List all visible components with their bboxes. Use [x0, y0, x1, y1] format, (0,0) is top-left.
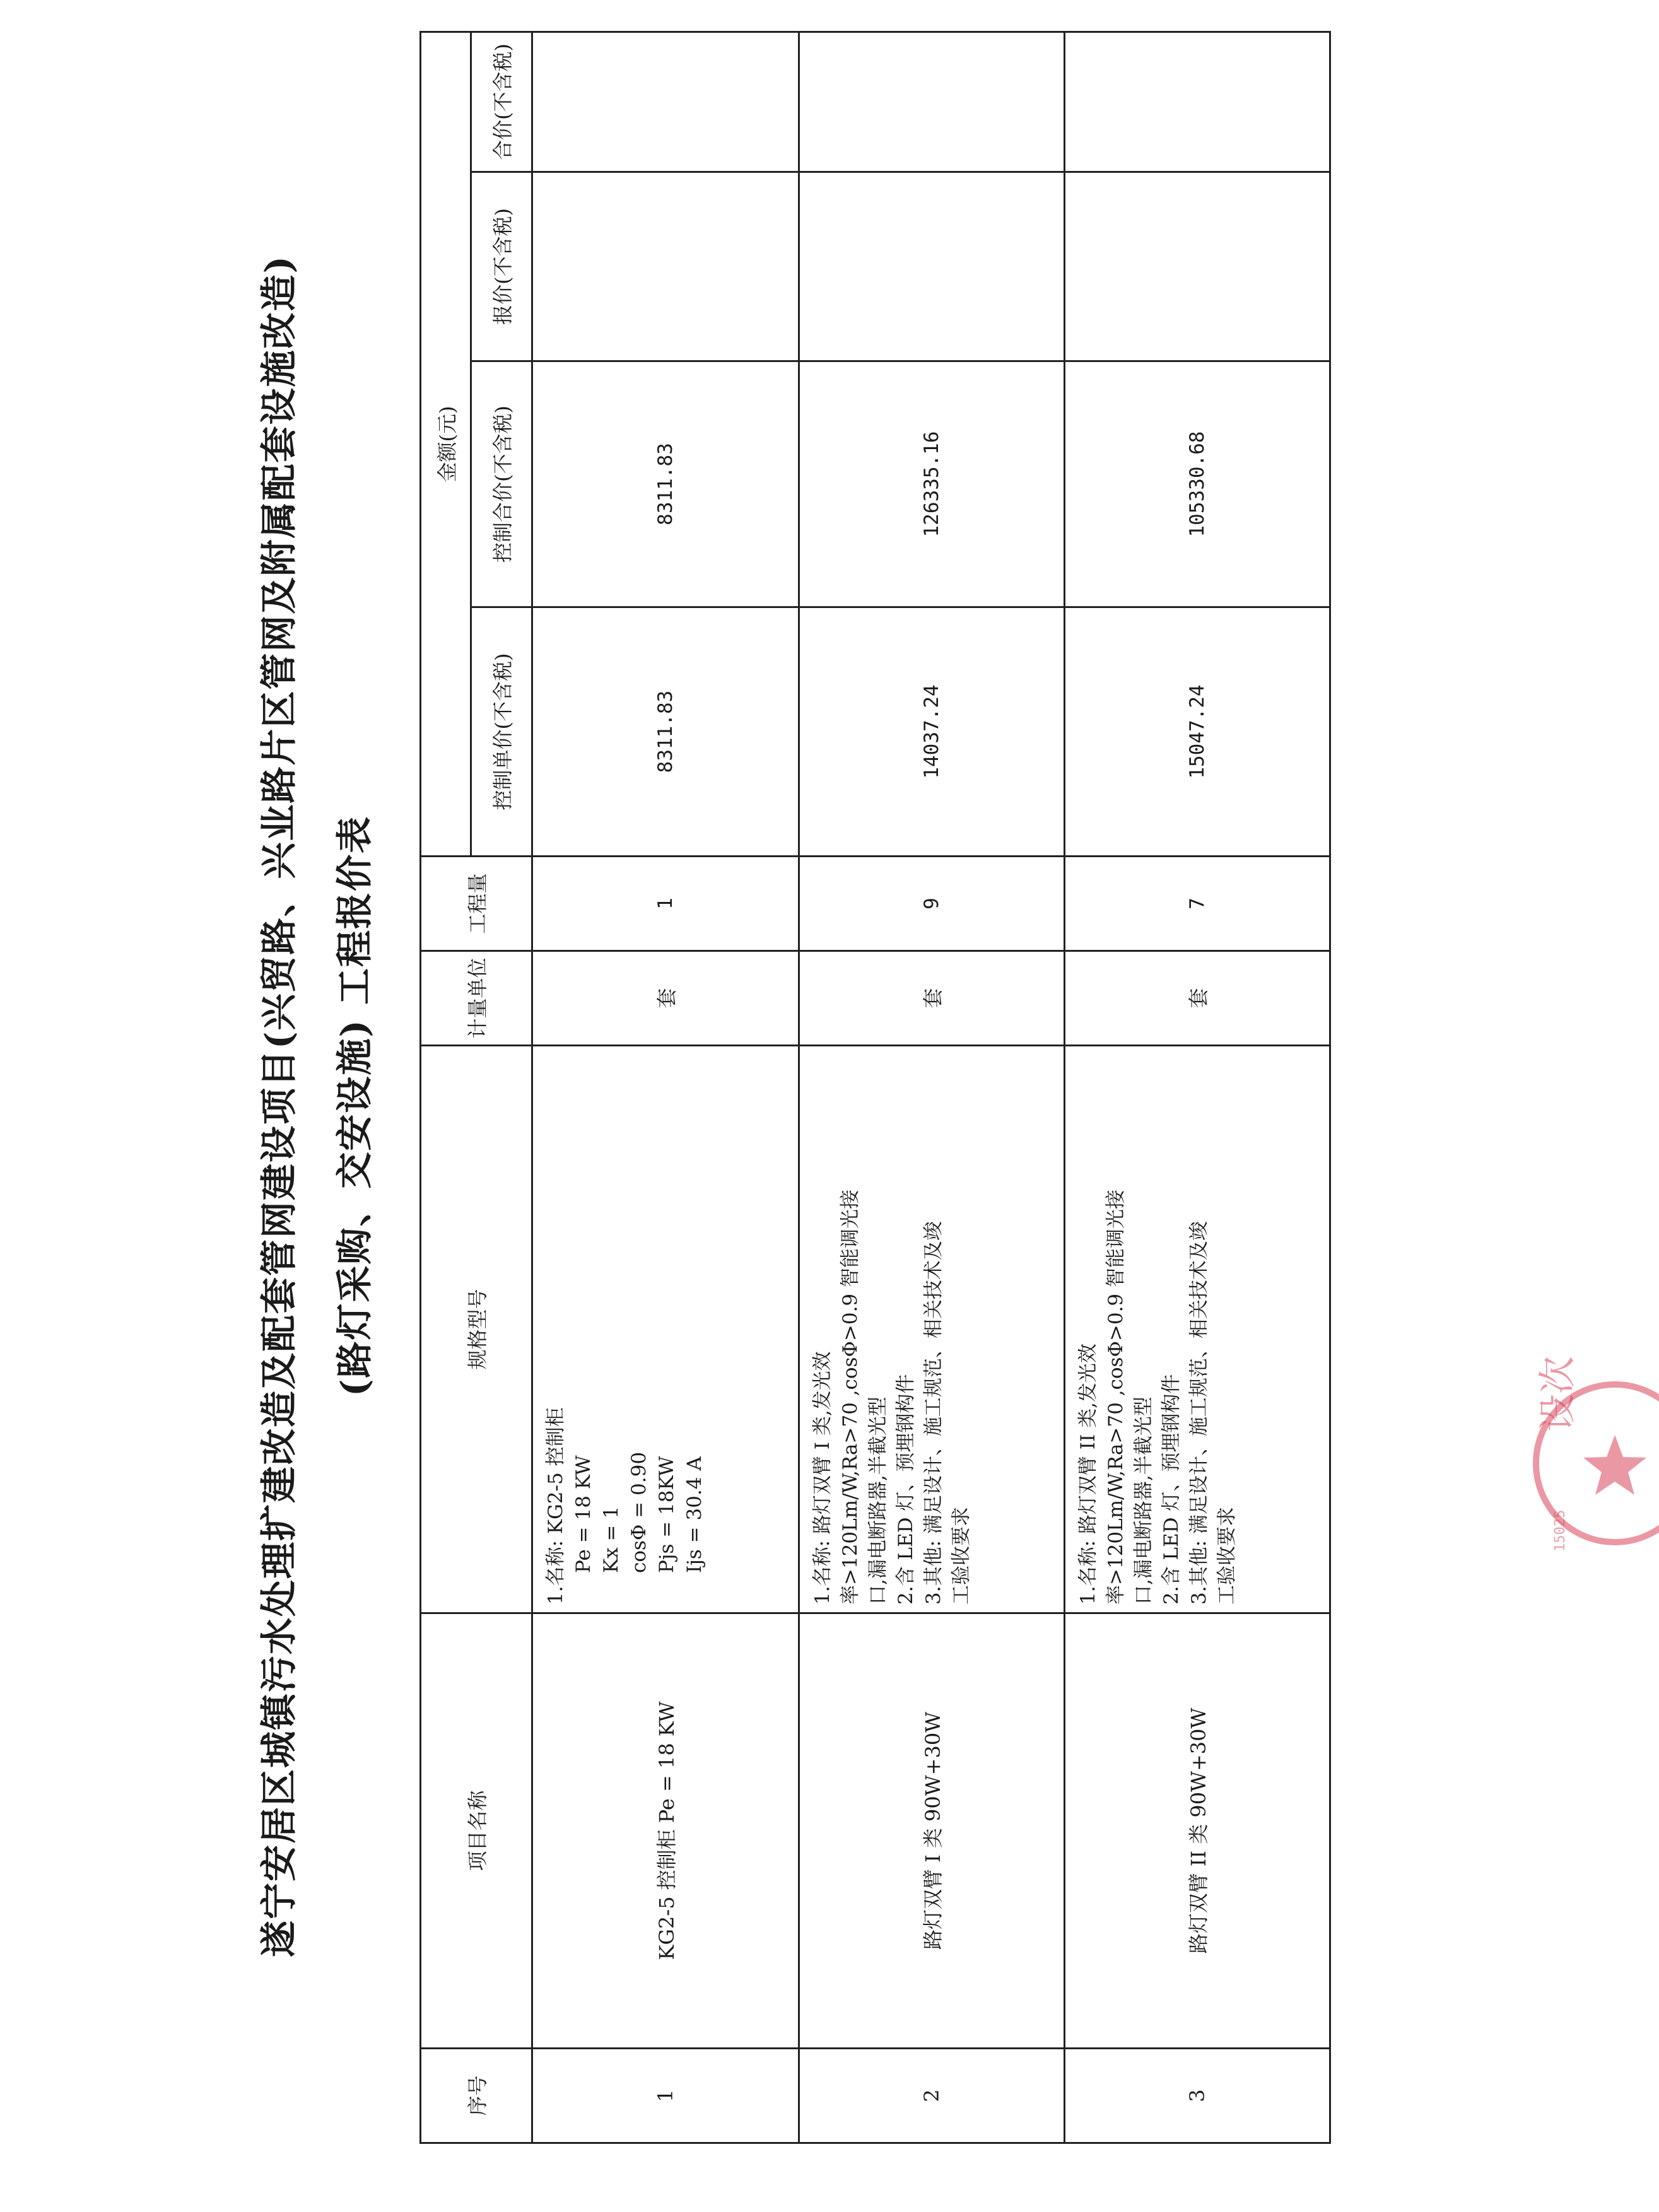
row-unit: 套 — [1064, 951, 1330, 1046]
row-item-name: 路灯双臂 I 类 90W+30W — [799, 1613, 1064, 2049]
seal-star — [1583, 1435, 1646, 1495]
spec-line: 2.含 LED 灯、预埋钢构件 — [894, 1374, 918, 1605]
row-ctrl-total: 8311.83 — [532, 361, 799, 607]
header-total-price: 合价(不含税) — [471, 32, 532, 172]
spec-line: 工验收要求 — [950, 1507, 973, 1605]
row-ctrl-unit-price: 8311.83 — [532, 607, 799, 857]
row-total-price — [532, 32, 799, 172]
star-seal-icon — [1470, 1356, 1659, 1564]
spec-line: 3.其他: 满足设计、施工规范、相关技术及竣 — [1187, 1221, 1211, 1605]
row-seq: 1 — [532, 2049, 799, 2143]
table-row — [532, 32, 799, 2143]
spec-line: Ijs = 30.4 A — [683, 1456, 706, 1573]
spec-line: 口,漏电断路器,半截光型 — [867, 1396, 890, 1605]
row-spec — [1064, 1046, 1330, 1613]
header-quote-price: 报价(不含税) — [471, 172, 532, 361]
row-quantity: 9 — [799, 857, 1064, 951]
row-quantity: 1 — [532, 857, 799, 951]
spec-line: 3.其他: 满足设计、施工规范、相关技术及竣 — [922, 1221, 946, 1605]
header-spec: 规格型号 — [421, 1046, 532, 1613]
header-amount-group: 金额(元) — [421, 32, 471, 856]
row-unit: 套 — [532, 951, 799, 1046]
table-row — [1064, 32, 1330, 2143]
seal-code: 15025 — [1552, 1509, 1568, 1552]
row-item-name: 路灯双臂 II 类 90W+30W — [1064, 1613, 1330, 2049]
spec-line: 口,漏电断路器,半截光型 — [1132, 1396, 1155, 1605]
header-ctrl-total: 控制合价(不含税) — [471, 361, 532, 607]
row-quote-price — [532, 172, 799, 361]
spec-line: 1.名称: 路灯双臂 I 类,发光效 — [811, 1351, 835, 1605]
row-quantity: 7 — [1064, 857, 1330, 951]
row-spec — [532, 1046, 799, 1613]
spec-line: Pe = 18 KW — [572, 1455, 595, 1573]
row-unit: 套 — [799, 951, 1064, 1046]
spec-line: Pjs = 18KW — [655, 1456, 678, 1573]
quotation-table — [419, 31, 1331, 2144]
header-seq: 序号 — [421, 2049, 532, 2143]
seal-text: 设次 — [1536, 1356, 1580, 1432]
row-ctrl-unit-price: 15047.24 — [1064, 607, 1330, 857]
spec-line: cosΦ = 0.90 — [627, 1451, 650, 1573]
row-seq: 2 — [799, 2049, 1064, 2143]
header-quantity: 工程量 — [421, 857, 532, 951]
spec-line: 工验收要求 — [1215, 1507, 1238, 1605]
row-ctrl-total: 126335.16 — [799, 361, 1064, 607]
document-title: 遂宁安居区城镇污水处理扩建改造及配套管网建设项目(兴贸路、兴业路片区管网及附属配套设施改造) — [257, 255, 300, 1957]
row-quote-price — [799, 172, 1064, 361]
spec-line: Kx = 1 — [599, 1506, 623, 1573]
row-total-price — [799, 32, 1064, 172]
row-spec — [799, 1046, 1064, 1613]
spec-line: 1.名称: 路灯双臂 II 类,发光效 — [1076, 1343, 1099, 1605]
row-seq: 3 — [1064, 2049, 1330, 2143]
row-quote-price — [1064, 172, 1330, 361]
header-ctrl-unit-price: 控制单价(不含税) — [471, 607, 532, 857]
spec-line: 1.名称: KG2-5 控制柜 — [544, 1407, 567, 1605]
row-total-price — [1064, 32, 1330, 172]
header-unit: 计量单位 — [421, 951, 532, 1046]
header-item-name: 项目名称 — [421, 1613, 532, 2049]
row-ctrl-unit-price: 14037.24 — [799, 607, 1064, 857]
table-row — [799, 32, 1064, 2143]
spec-line: 率>120Lm/W,Ra>70 ,cosΦ>0.9 智能调光接 — [839, 1189, 862, 1605]
document-subtitle: (路灯采购、交安设施) 工程报价表 — [333, 815, 376, 1397]
spec-line: 2.含 LED 灯、预埋钢构件 — [1159, 1374, 1183, 1605]
row-ctrl-total: 105330.68 — [1064, 361, 1330, 607]
row-item-name: KG2-5 控制柜 Pe = 18 KW — [532, 1613, 799, 2049]
spec-line: 率>120Lm/W,Ra>70 ,cosΦ>0.9 智能调光接 — [1104, 1189, 1127, 1605]
